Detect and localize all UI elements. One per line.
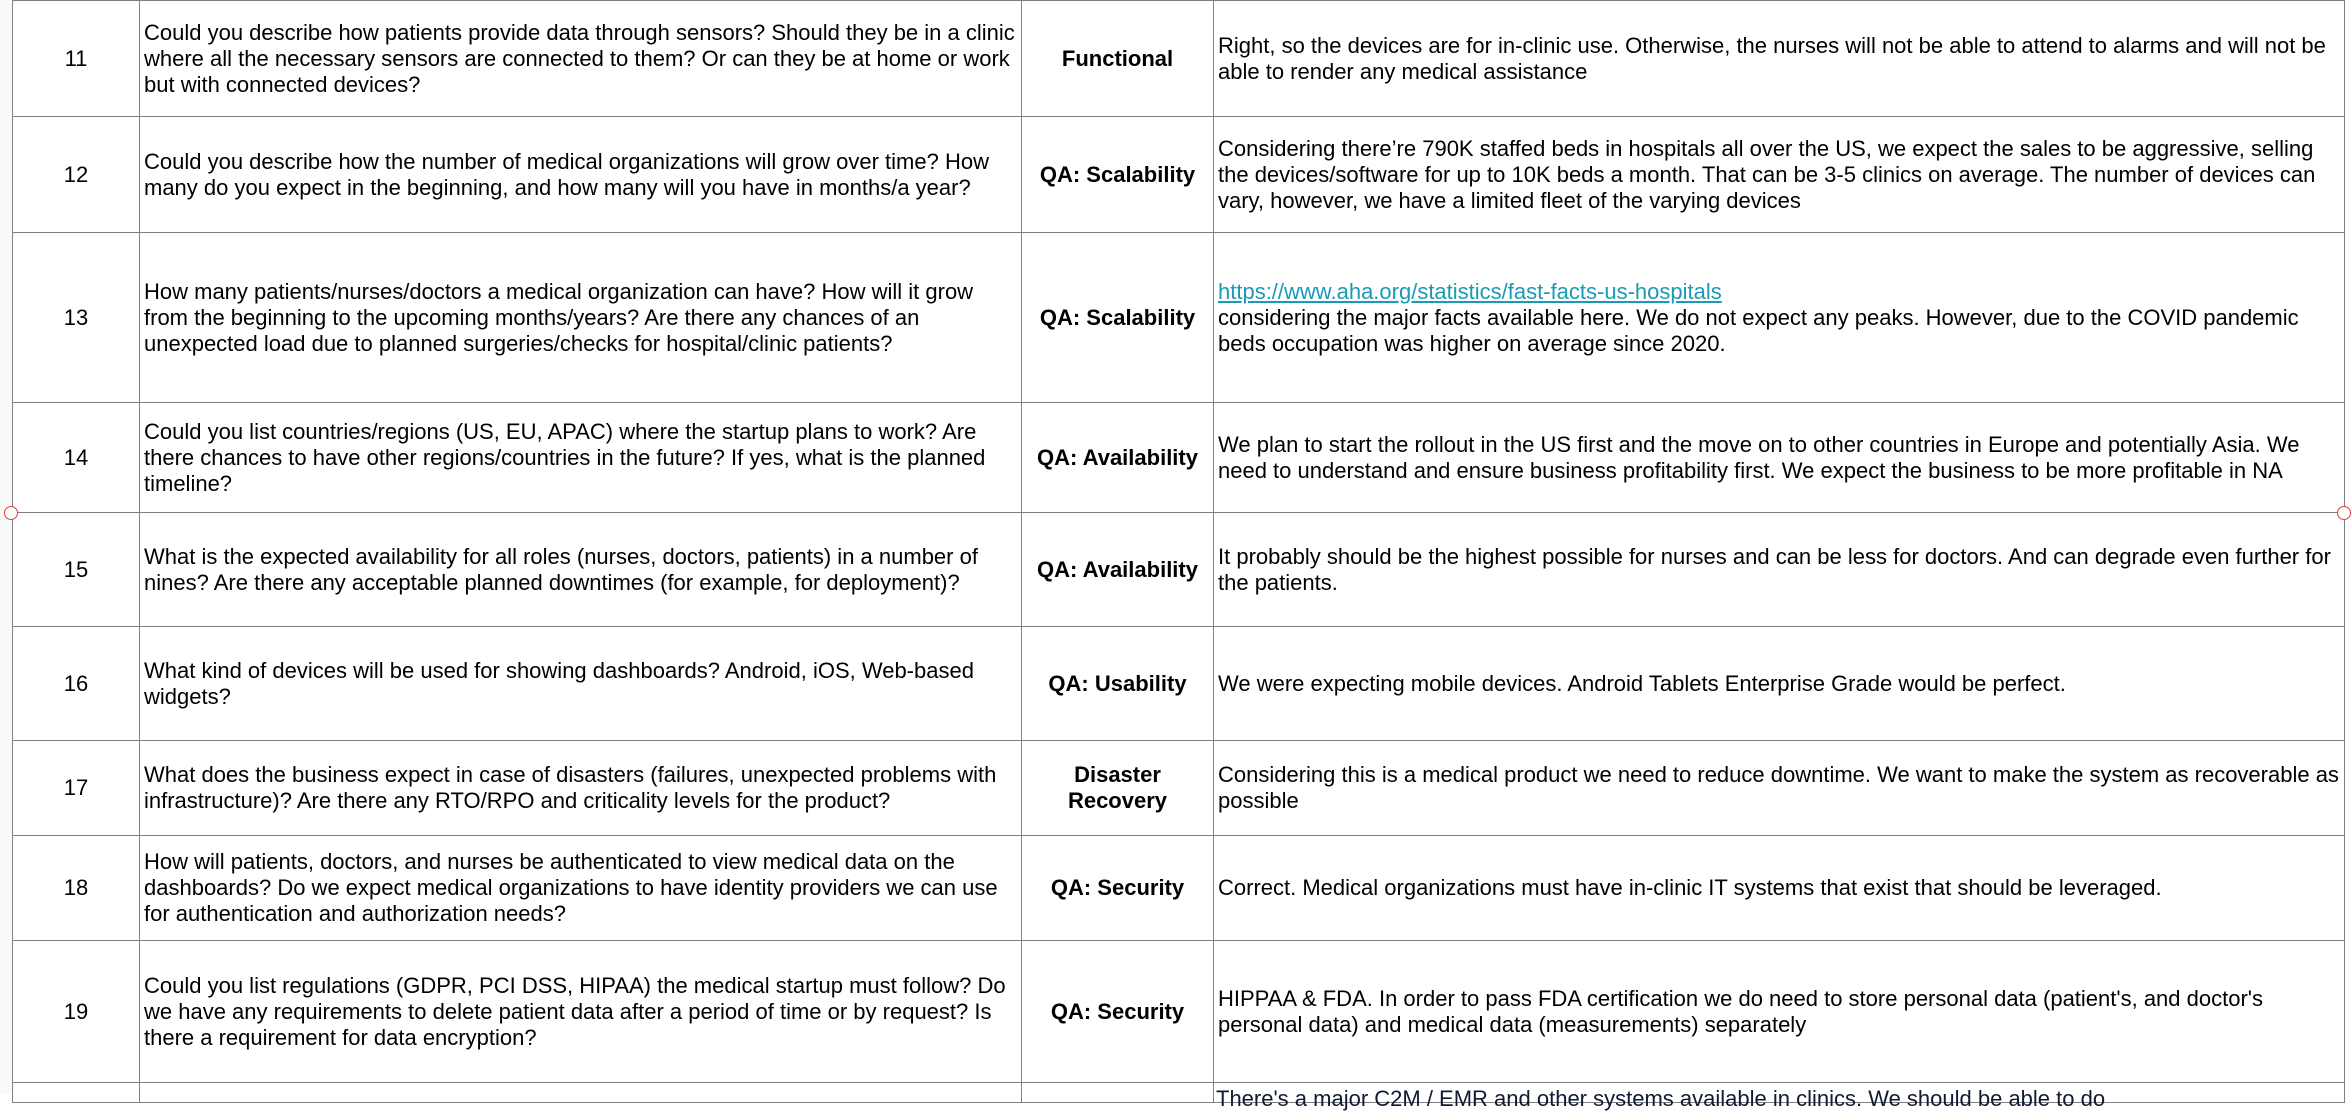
table-row — [13, 403, 2345, 513]
table-row — [13, 1, 2345, 117]
category-cell[interactable]: QA: Availability — [1022, 403, 1214, 513]
row-number-cell[interactable]: 18 — [13, 836, 140, 941]
row-number-cell[interactable]: 19 — [13, 941, 140, 1083]
question-cell[interactable]: How many patients/nurses/doctors a medical organization can have? How will it grow from the beginning to the upcoming months/years? Are there any chances of an unexpected load due to planned surgeries/checks for hospital/clinic patients? — [140, 233, 1022, 403]
table-row — [13, 941, 2345, 1083]
answer-cell[interactable]: We plan to start the rollout in the US first and the move on to other countries in Europe and potentially Asia. We need to understand and ensure business profitability first. We expect the business to be more profitable in NA — [1214, 403, 2345, 513]
question-cell[interactable]: How will patients, doctors, and nurses be authenticated to view medical data on the dashboards? Do we expect medical organizations to have identity providers we can use for authentication and authorization needs? — [140, 836, 1022, 941]
answer-cell[interactable]: We were expecting mobile devices. Android Tablets Enterprise Grade would be perfect. — [1214, 627, 2345, 741]
row-number-cell[interactable]: 14 — [13, 403, 140, 513]
table-row — [13, 627, 2345, 741]
category-cell[interactable]: Functional — [1022, 1, 1214, 117]
table-row — [13, 233, 2345, 403]
answer-cell[interactable]: It probably should be the highest possible for nurses and can be less for doctors. And can degrade even further for the patients. — [1214, 513, 2345, 627]
answer-cell[interactable]: Considering this is a medical product we need to reduce downtime. We want to make the system as recoverable as possible — [1214, 741, 2345, 836]
answer-text: considering the major facts available here. We do not expect any peaks. However, due to the COVID pandemic beds occupation was higher on average since 2020. — [1218, 304, 2299, 356]
answer-cell[interactable]: Correct. Medical organizations must have in-clinic IT systems that exist that should be leveraged. — [1214, 836, 2345, 941]
category-cell[interactable]: QA: Usability — [1022, 627, 1214, 741]
row-number-cell[interactable]: 11 — [13, 1, 140, 117]
row-number-cell[interactable]: 13 — [13, 233, 140, 403]
category-cell[interactable]: Disaster Recovery — [1022, 741, 1214, 836]
table-row — [13, 117, 2345, 233]
question-cell[interactable]: Could you list regulations (GDPR, PCI DSS, HIPAA) the medical startup must follow? Do we have any requirements to delete patient data after a period of time or by request? Is there a requirement for data encryption? — [140, 941, 1022, 1083]
answer-link[interactable]: https://www.aha.org/statistics/fast-facts-us-hospitals — [1218, 278, 1722, 304]
row-number-cell[interactable]: 16 — [13, 627, 140, 741]
question-cell[interactable] — [140, 1083, 1022, 1103]
right-scroll-edge — [2344, 0, 2352, 1094]
question-cell[interactable]: What is the expected availability for all roles (nurses, doctors, patients) in a number of nines? Are there any acceptable planned downtimes (for example, for deployment)? — [140, 513, 1022, 627]
answer-cell[interactable]: HIPPAA & FDA. In order to pass FDA certification we do need to store personal data (patient's, and doctor's personal data) and medical data (measurements) separately — [1214, 941, 2345, 1083]
row-number-cell[interactable]: 15 — [13, 513, 140, 627]
partial-row-text: There's a major C2M / EMR and other systems available in clinics. We should be able to do — [1216, 1086, 2106, 1111]
answer-cell[interactable]: Considering there’re 790K staffed beds in hospitals all over the US, we expect the sales to be aggressive, selling the devices/software for up to 10K beds a month. That can be 3-5 clinics on average. The number of devices can vary, however, we have a limited fleet of the varying devices — [1214, 117, 2345, 233]
selection-resize-handle-right[interactable] — [2337, 506, 2351, 520]
question-cell[interactable]: What does the business expect in case of disasters (failures, unexpected problems with infrastructure)? Are there any RTO/RPO and criticality levels for the product? — [140, 741, 1022, 836]
question-cell[interactable]: Could you describe how patients provide data through sensors? Should they be in a clinic where all the necessary sensors are connected to them? Or can they be at home or work but with connected devices? — [140, 1, 1022, 117]
category-cell[interactable] — [1022, 1083, 1214, 1103]
category-cell[interactable]: QA: Scalability — [1022, 233, 1214, 403]
answer-cell[interactable] — [1214, 233, 2345, 403]
row-number-cell[interactable] — [13, 1083, 140, 1103]
table-row — [13, 513, 2345, 627]
category-cell[interactable]: QA: Security — [1022, 836, 1214, 941]
row-number-cell[interactable]: 12 — [13, 117, 140, 233]
requirements-table — [12, 0, 2345, 1103]
table-row — [13, 836, 2345, 941]
row-number-cell[interactable]: 17 — [13, 741, 140, 836]
category-cell[interactable]: QA: Availability — [1022, 513, 1214, 627]
question-cell[interactable]: Could you list countries/regions (US, EU, APAC) where the startup plans to work? Are there chances to have other regions/countries in the future? If yes, what is the planned timeline? — [140, 403, 1022, 513]
question-cell[interactable]: What kind of devices will be used for showing dashboards? Android, iOS, Web-based widgets? — [140, 627, 1022, 741]
category-cell[interactable]: QA: Security — [1022, 941, 1214, 1083]
selection-resize-handle-left[interactable] — [4, 506, 18, 520]
answer-cell[interactable]: Right, so the devices are for in-clinic use. Otherwise, the nurses will not be able to attend to alarms and will not be able to render any medical assistance — [1214, 1, 2345, 117]
question-cell[interactable]: Could you describe how the number of medical organizations will grow over time? How many do you expect in the beginning, and how many will you have in months/a year? — [140, 117, 1022, 233]
category-cell[interactable]: QA: Scalability — [1022, 117, 1214, 233]
table-row — [13, 741, 2345, 836]
